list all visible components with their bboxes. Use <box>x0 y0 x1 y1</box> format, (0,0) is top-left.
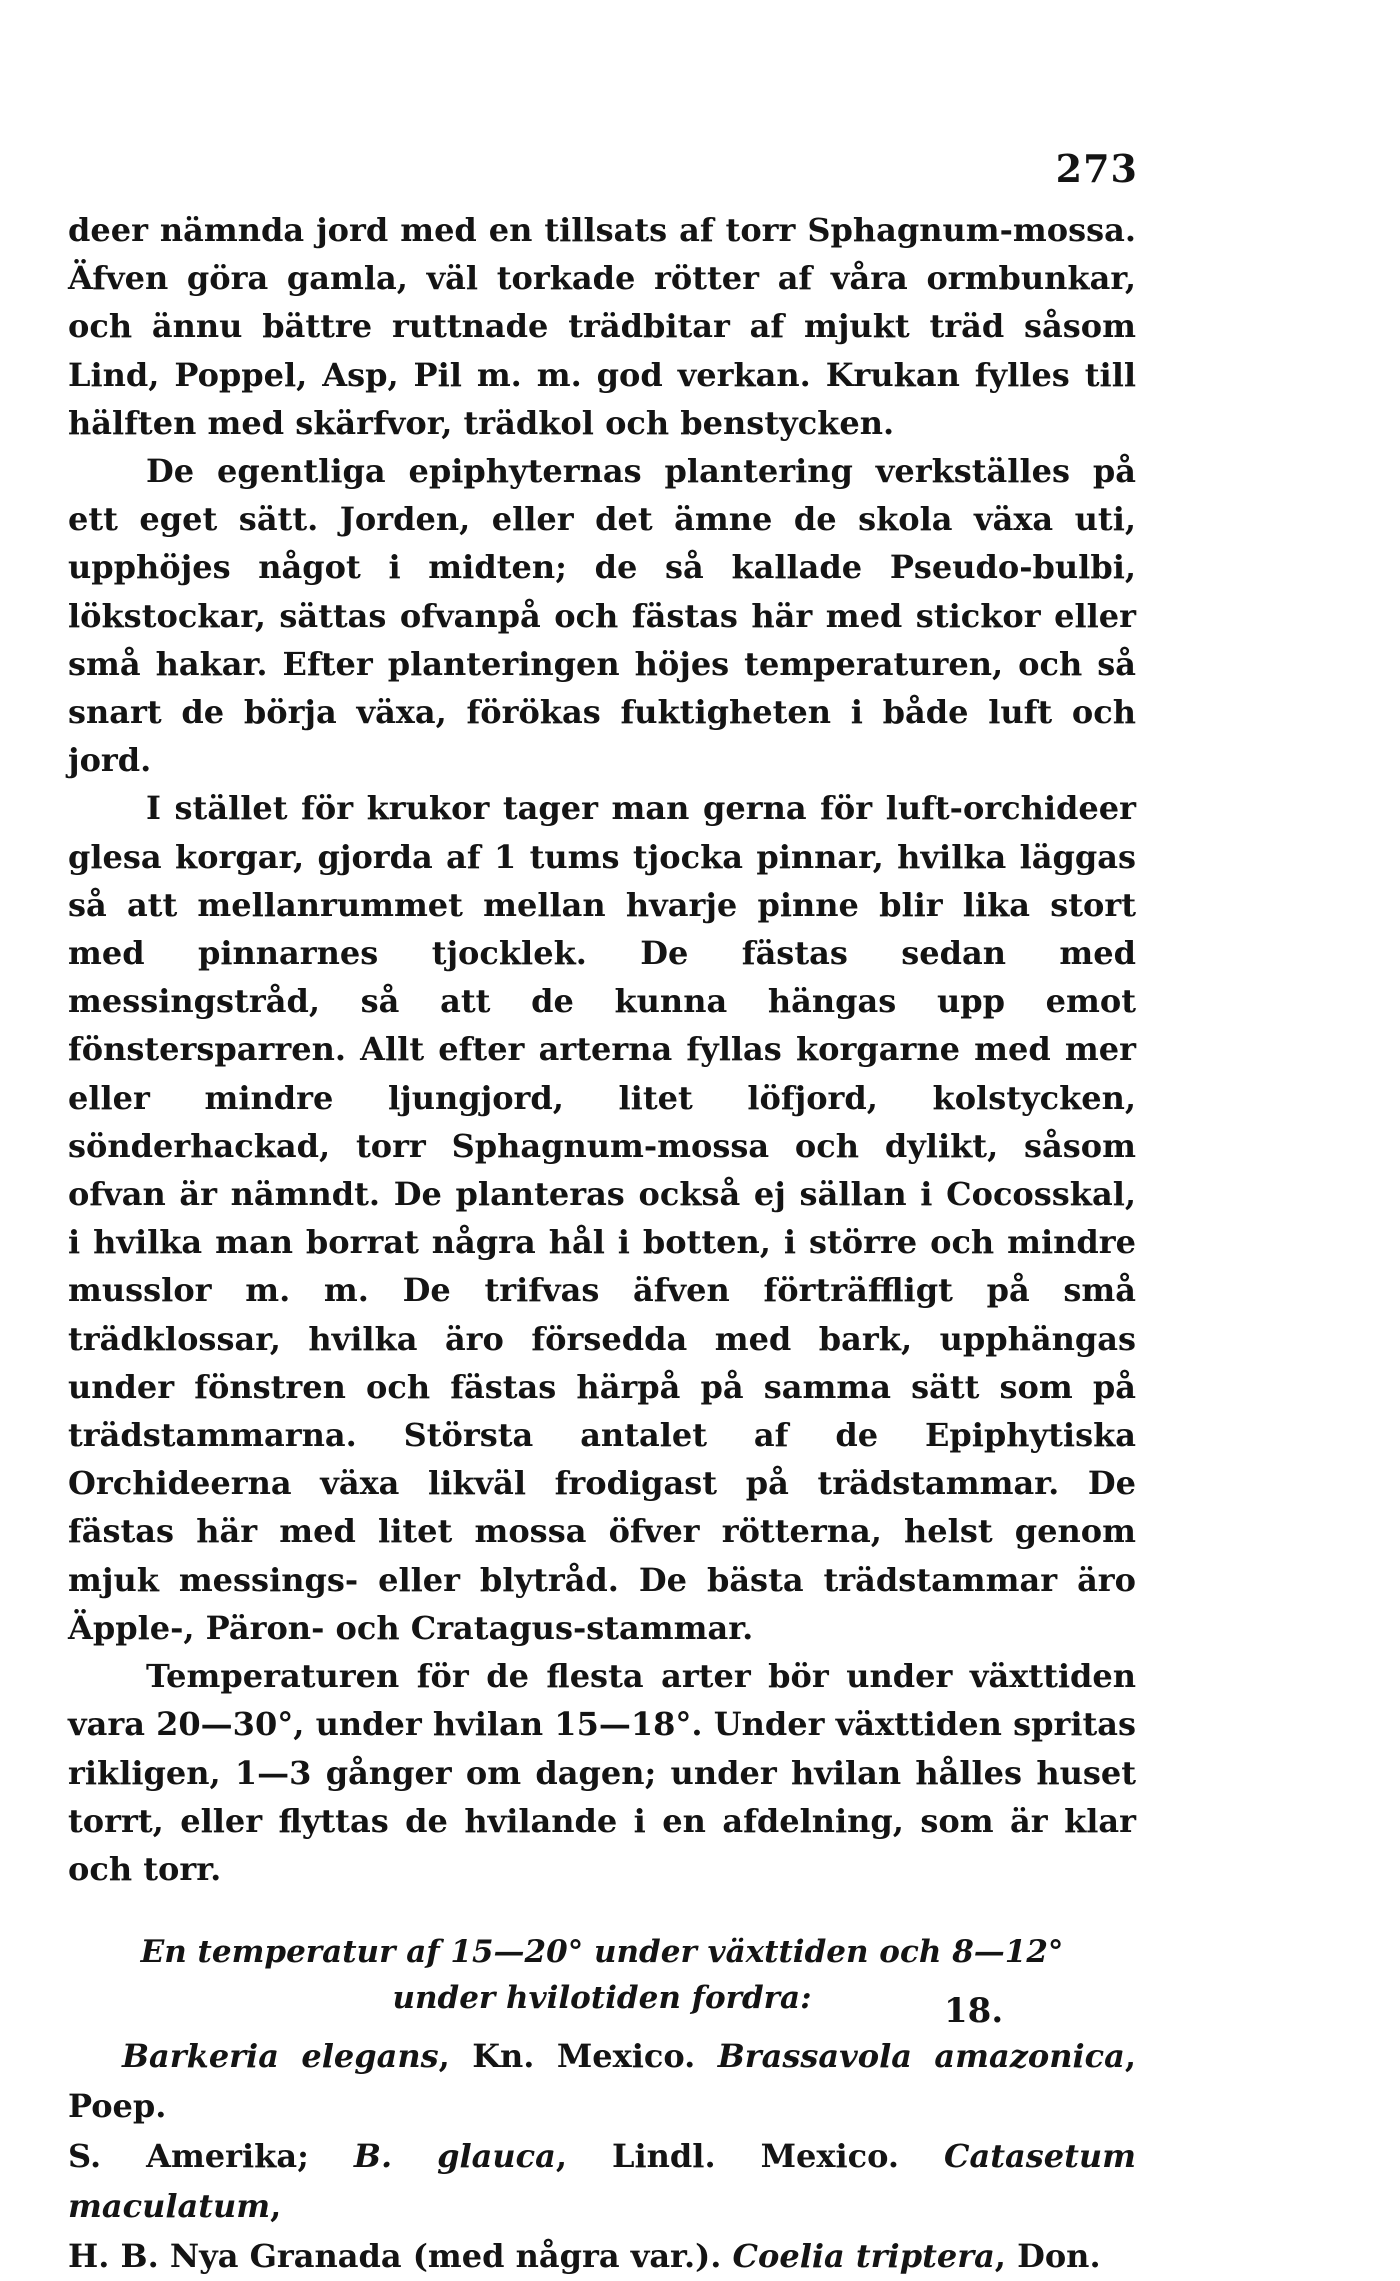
species-authority: , Poep. <box>68 2037 1137 2126</box>
species-line-3 <box>68 2231 1136 2281</box>
species-name: Barkeria elegans <box>122 2037 439 2076</box>
paragraph-4: Temperaturen för de flesta arter bör under växttiden vara 20—30°, under hvilan 15—18°. Under växttiden spritas rikligen, 1—3 gånger om dagen; under hvilan hålles huset torrt, eller flyttas de hvilande i en afdelning, som är klar och torr. <box>68 1657 1136 1888</box>
species-authority: , Kn. Mexico. <box>438 2037 718 2076</box>
species-list <box>68 2031 1136 2281</box>
species-name: Brassavola amazonica <box>717 2037 1125 2076</box>
paragraph-1: deer nämnda jord med en tillsats af torr Sphagnum-mossa. Äfven göra gamla, väl torkade rötter af våra ormbunkar, och ännu bättre ruttnade trädbitar af mjukt träd såsom Lind, Poppel, Asp, Pil m. m. god verkan. Krukan fylles till hälften med skärfvor, trädkol och benstycken. <box>68 211 1136 442</box>
paragraph-2: De egentliga epiphyternas plantering verkställes på ett eget sätt. Jorden, eller det ämne de skola växa uti, upphöjes något i midten; de så kallade Pseudo-bulbi, lökstockar, sättas ofvanpå och fästas här med stickor eller små hakar. Efter planteringen höjes temperaturen, och så snart de börja växa, förökas fuktigheten i både luft och jord. <box>68 452 1136 780</box>
species-origin: S. Amerika; <box>68 2137 354 2176</box>
species-name: Coelia triptera <box>732 2237 995 2276</box>
species-authority: , Don. <box>994 2237 1101 2276</box>
page-body <box>68 206 1136 2281</box>
species-name: B. glauca <box>353 2137 556 2176</box>
section-heading-line-2: under hvilotiden fordra: <box>392 1980 812 2017</box>
species-authority: , Lindl. Mexico. <box>555 2137 945 2176</box>
paragraph-3: I stället för krukor tager man gerna för luft-orchideer glesa korgar, gjorda af 1 tums tjocka pinnar, hvilka läggas så att mellanrummet mellan hvarje pinne blir lika stort med pinnarnes tjocklek. De fästas sedan med messingstråd, så att de kunna hängas upp emot fönstersparren. Allt efter arterna fyllas korgarne med mer eller mindre ljungjord, litet löfjord, kolstycken, sönderhackad, torr Sphagnum-mossa och dylikt, såsom ofvan är nämndt. De planteras också ej sällan i Cocosskal, i hvilka man borrat några hål i botten, i större och mindre musslor m. m. De trifvas äfven förträffligt på små trädklossar, hvilka äro försedda med bark, upphängas under fönstren och fästas härpå på samma sätt som på trädstammarna. Största antalet af de Epiphytiska Orchideerna växa likväl frodigast på trädstammar. De fästas här med litet mossa öfver rötterna, helst genom mjuk messings- eller blytråd. De bästa trädstammar äro Äpple-, Päron- och Cratagus-stammar. <box>68 789 1136 1647</box>
page-number: 273 <box>1055 146 1138 191</box>
printer-signature: 18. <box>944 1991 1004 2031</box>
species-origin: H. B. Nya Granada (med några var.). <box>68 2237 733 2276</box>
species-line-1 <box>68 2031 1136 2131</box>
species-punctuation: , <box>270 2187 282 2226</box>
section-heading-line-1: En temperatur af 15—20° under växttiden och 8—12° <box>140 1934 1064 1971</box>
species-line-2 <box>68 2131 1136 2231</box>
species-name: Catasetum maculatum <box>68 2137 1137 2226</box>
